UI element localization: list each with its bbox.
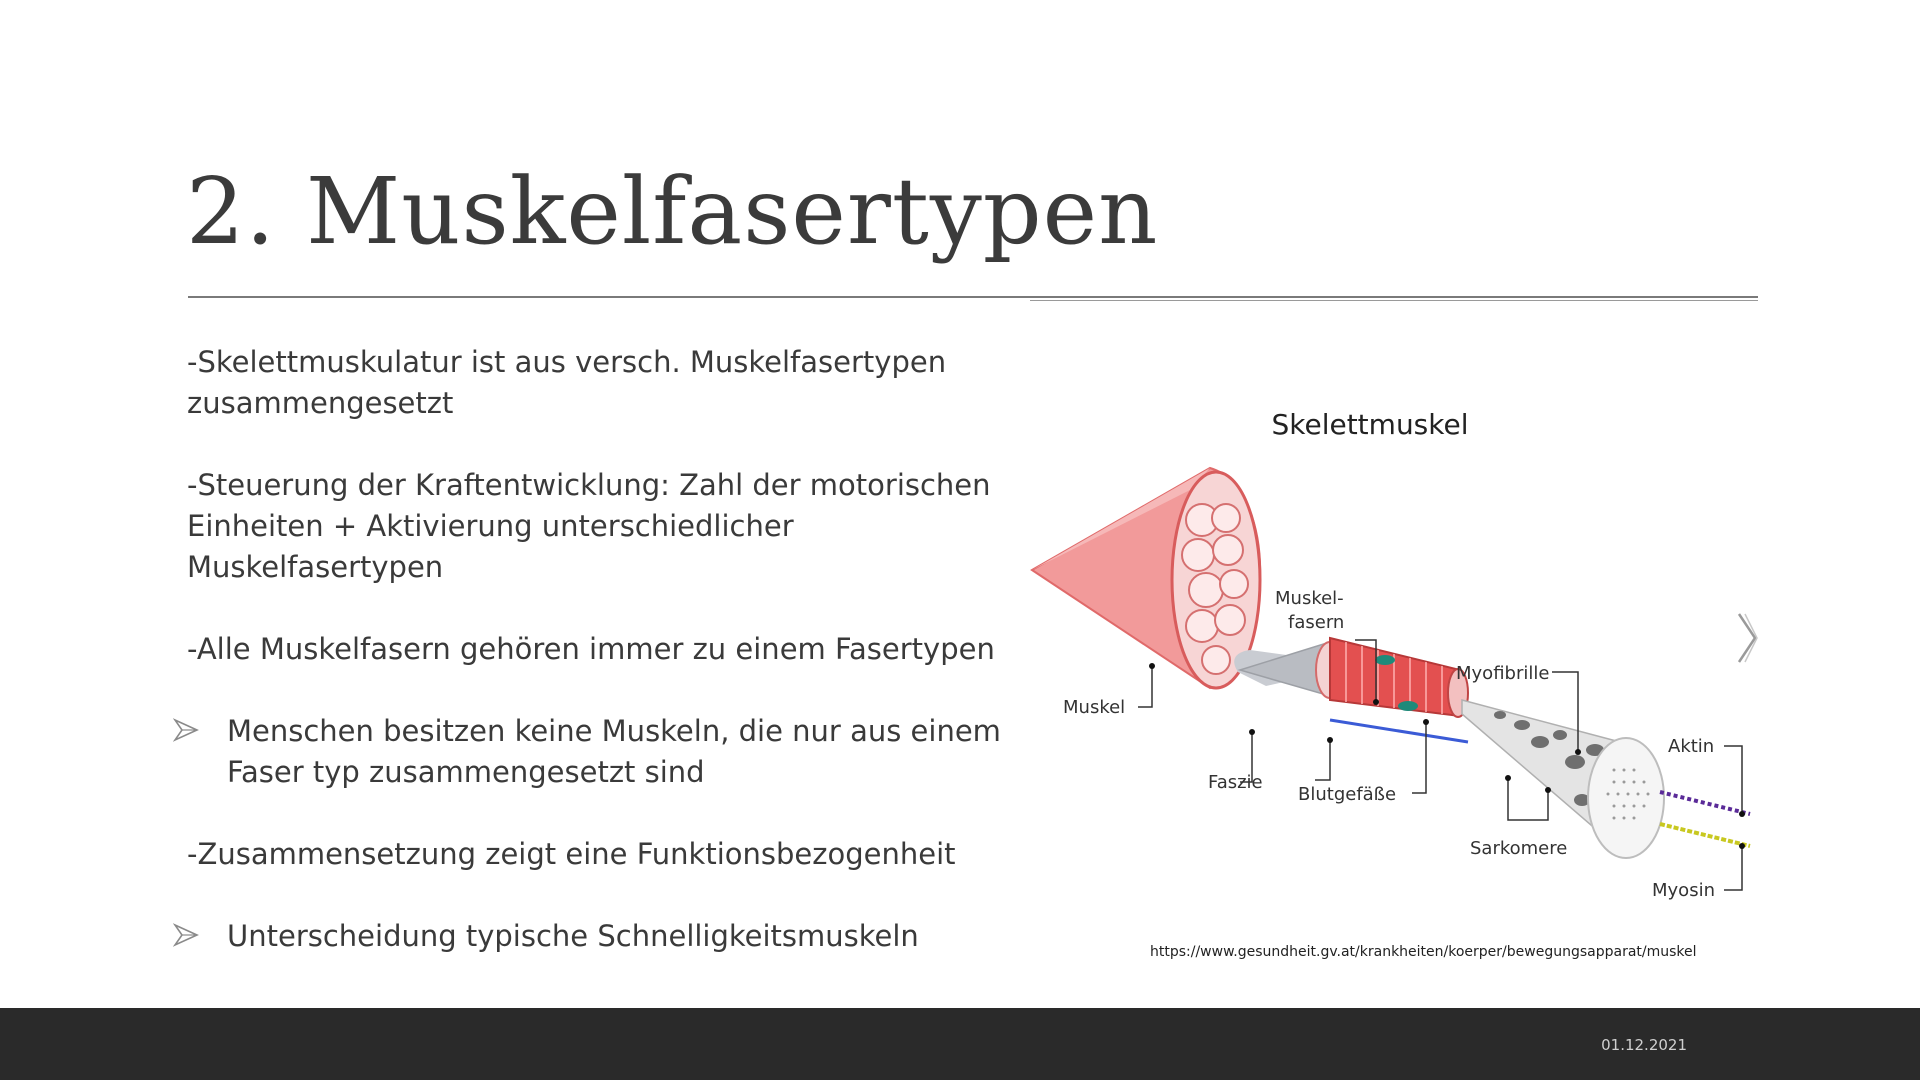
label-myosin: Myosin [1652, 880, 1715, 901]
label-myofibrille: Myofibrille [1456, 663, 1550, 684]
figure-title: Skelettmuskel [1271, 408, 1469, 441]
bullet-item-1 [187, 711, 1027, 793]
body-paragraph-2: -Steuerung der Kraftentwicklung: Zahl der motorischen Einheiten + Aktivierung unterschiedlicher Muskelfasertypen [187, 468, 991, 584]
actin-filament [1660, 792, 1750, 814]
bullet-item-2 [187, 916, 1027, 957]
bullet-text-2: Unterscheidung typische Schnelligkeitsmuskeln [227, 919, 919, 953]
label-faszie: Faszie [1208, 772, 1263, 793]
slide-title: 2. Muskelfasertypen [186, 158, 1159, 265]
footer-date: 01.12.2021 [1601, 1036, 1687, 1054]
body-paragraph-1: -Skelettmuskulatur ist aus versch. Muskelfasertypen zusammengesetzt [187, 345, 947, 420]
chevron-right-icon[interactable] [1735, 612, 1759, 664]
title-divider [188, 296, 1758, 298]
slide-body [187, 342, 1027, 998]
skeletal-muscle-figure [1030, 370, 1758, 930]
label-muskel: Muskel [1063, 697, 1126, 718]
title-divider-secondary [1030, 300, 1758, 301]
label-sarkomere: Sarkomere [1470, 838, 1568, 859]
body-paragraph-4: -Zusammensetzung zeigt eine Funktionsbezogenheit [187, 837, 956, 871]
label-aktin: Aktin [1668, 736, 1715, 757]
figure-source-url: https://www.gesundheit.gv.at/krankheiten/koerper/bewegungsapparat/muskel [1150, 944, 1697, 960]
arrow-bullet-icon [173, 717, 199, 743]
muscle-diagram [1030, 370, 1758, 930]
blood-vessel [1330, 720, 1468, 742]
arrow-bullet-icon [173, 922, 199, 948]
myosin-filament [1660, 824, 1750, 846]
body-paragraph-3: -Alle Muskelfasern gehören immer zu einem Fasertypen [187, 632, 995, 666]
label-muskelfasern-line1: Muskel- [1275, 588, 1344, 609]
footer-bar [0, 1008, 1920, 1080]
bullet-text-1: Menschen besitzen keine Muskeln, die nur aus einem Faser typ zusammengesetzt sind [227, 714, 1001, 789]
muscle-fiber-bundle [1330, 638, 1460, 716]
label-blutgefaesse: Blutgefäße [1298, 784, 1397, 805]
label-muskelfasern-line2: fasern [1288, 612, 1345, 633]
